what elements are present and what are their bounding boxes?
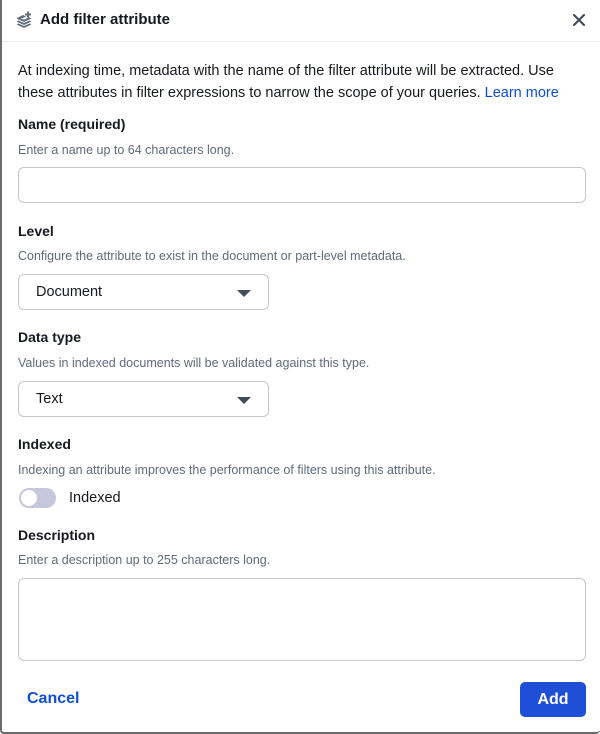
indexed-hint: Indexing an attribute improves the performance of filters using this attribute. xyxy=(18,463,436,477)
level-label: Level xyxy=(18,223,54,239)
dialog-header xyxy=(2,0,600,42)
toggle-knob xyxy=(21,490,37,506)
caret-down-icon xyxy=(237,290,251,297)
data-type-label: Data type xyxy=(18,329,82,345)
name-label: Name (required) xyxy=(18,116,126,132)
description-hint: Enter a description up to 255 characters long. xyxy=(18,553,271,567)
indexed-label: Indexed xyxy=(18,436,71,452)
caret-down-icon xyxy=(237,397,251,404)
level-select[interactable] xyxy=(18,274,269,310)
add-button[interactable]: Add xyxy=(520,682,586,717)
dialog-title: Add filter attribute xyxy=(40,11,170,28)
name-hint: Enter a name up to 64 characters long. xyxy=(18,143,235,157)
learn-more-link[interactable]: Learn more xyxy=(484,85,559,101)
data-type-selected-value: Text xyxy=(36,391,63,407)
level-hint: Configure the attribute to exist in the document or part-level metadata. xyxy=(18,249,406,263)
data-type-hint: Values in indexed documents will be validated against this type. xyxy=(18,356,370,370)
layers-add-icon xyxy=(15,11,33,29)
description-textarea[interactable] xyxy=(18,578,586,661)
close-icon[interactable] xyxy=(572,13,586,27)
cancel-button[interactable]: Cancel xyxy=(27,690,80,707)
name-input[interactable] xyxy=(18,167,586,203)
data-type-select[interactable] xyxy=(18,381,269,417)
description-label: Description xyxy=(18,527,96,543)
intro-description: At indexing time, metadata with the name of the filter attribute will be extracted. Use these attributes in filter expressions to narrow the scope of your queries. xyxy=(18,63,554,101)
indexed-toggle[interactable] xyxy=(19,488,56,508)
indexed-toggle-label[interactable]: Indexed xyxy=(69,490,121,506)
level-selected-value: Document xyxy=(36,284,103,300)
intro-text xyxy=(18,60,593,104)
